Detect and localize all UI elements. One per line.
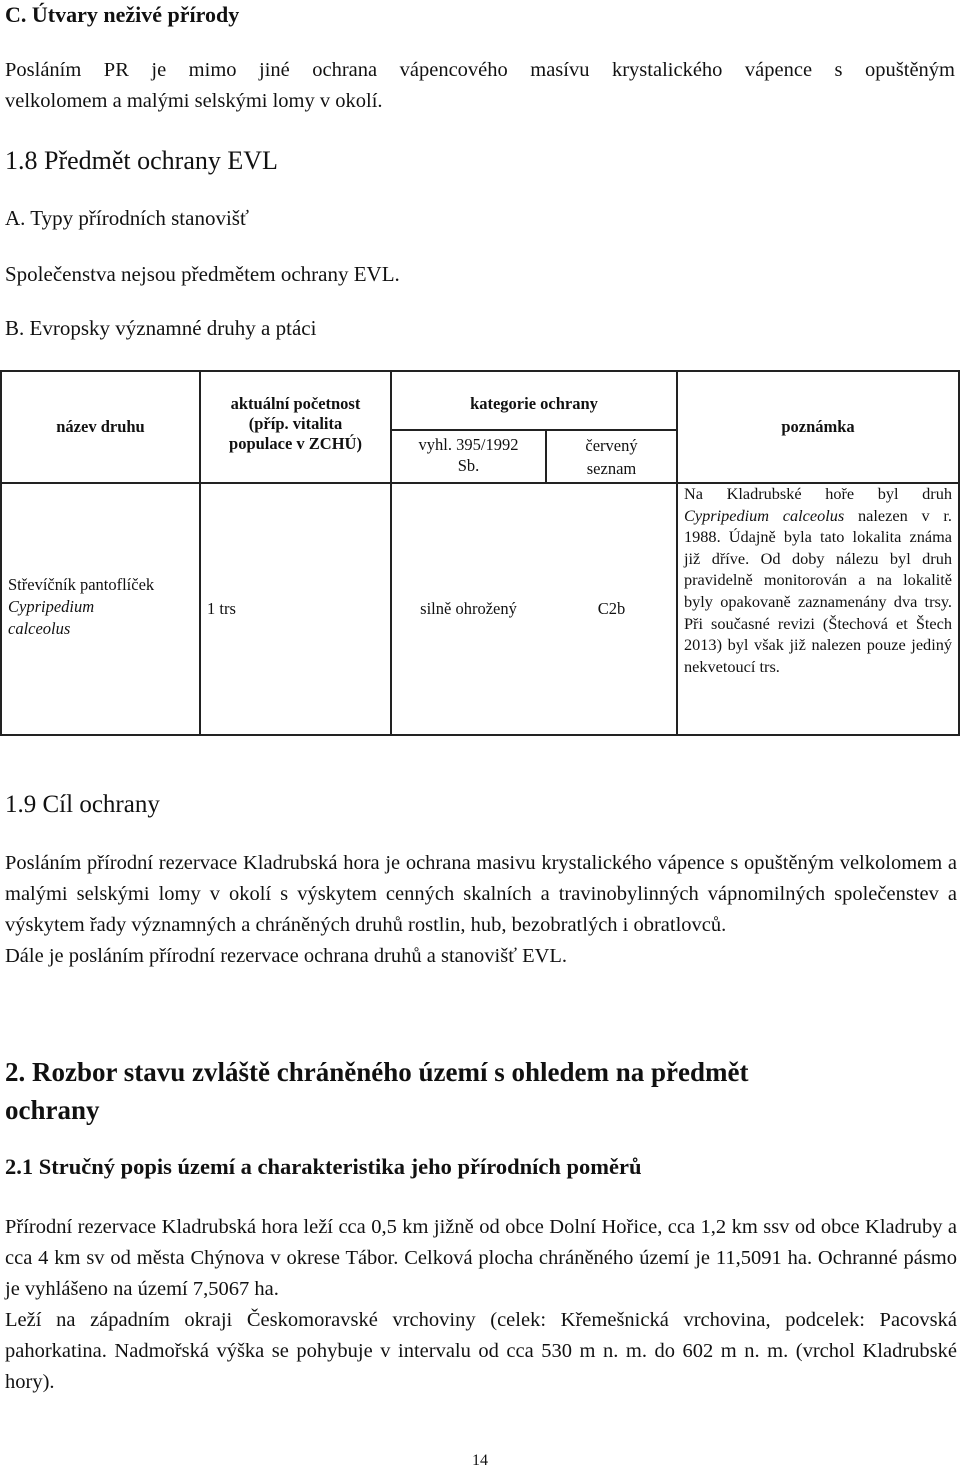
note-text-b: nalezen v r. 1988. Údajně byla tato lokalita známa již dříve. Od doby nálezu byl druh pravidelně monitorován a na lokalitě byly opakovaně zaznamenány dva trsy. Při současné revizi (Štechová et Štech 2013) byl však již nalezen pouze jediný nekvetoucí trs. [684, 505, 952, 676]
header-decree-line-2: Sb. [457, 456, 480, 475]
header-count-line-1: aktuální početnost [230, 394, 361, 413]
species-name-latin-1: Cypripedium [8, 597, 95, 616]
species-name [8, 574, 198, 640]
heading-2-line-2: ochrany [5, 1095, 100, 1125]
section-2-1-para-2: Leží na západním okraji Českomoravské vrchoviny (celek: Křemešnická vrchovina, podcelek: Pacovská pahorkatina. Nadmořská výška se pohybuje v intervalu od cca 530 m n. m. do 602 m n. m. (vrchol Kladrubské hory). [5, 1309, 957, 1393]
header-decree [392, 434, 545, 476]
header-decree-line-1: vyhl. 395/1992 [418, 435, 519, 454]
section-1-9-para-1: Posláním přírodní rezervace Kladrubská hora je ochrana masivu krystalického vápence s opuštěným velkolomem a malými selskými lomy v okolí s výskytem cenných skalních a travinobylinných vápnomilných společenstev a výskytem řady významných a chráněných druhů rostlin, hub, bezobratlých i obratlovců. [5, 852, 957, 936]
species-red-list: C2b [597, 599, 626, 618]
species-count: 1 trs [207, 599, 236, 618]
header-note: poznámka [781, 417, 855, 436]
header-red-list-line-1: červený [585, 436, 638, 455]
species-name-czech: Střevíčník pantoflíček [8, 575, 155, 594]
heading-2 [5, 1053, 955, 1129]
section-2-1-para-1: Přírodní rezervace Kladrubská hora leží cca 0,5 km jižně od obce Dolní Hořice, cca 1,2 km ssv od obce Kladruby a cca 4 km sv od města Chýnova v okrese Tábor. Celková plocha chráněného území je 11,5091 ha. Ochranné pásmo je vyhlášeno na území 7,5067 ha. [5, 1216, 957, 1300]
page-number: 14 [472, 1452, 488, 1469]
header-count-line-3: populace v ZCHÚ) [229, 434, 362, 453]
species-table [0, 370, 960, 736]
subheading-a: A. Typy přírodních stanovišť [5, 206, 249, 230]
header-category: kategorie ochrany [470, 394, 598, 413]
heading-2-1: 2.1 Stručný popis území a charakteristika jeho přírodních poměrů [5, 1154, 642, 1179]
subheading-b: B. Evropsky významné druhy a ptáci [5, 316, 317, 340]
heading-section-c: C. Útvary neživé přírody [5, 2, 240, 27]
note-text-a: Na Kladrubské hoře byl druh [684, 484, 952, 503]
heading-1-8: 1.8 Předmět ochrany EVL [5, 146, 278, 175]
species-decree-category: silně ohrožený [420, 599, 517, 618]
header-count-line-2: (příp. vitalita [248, 414, 343, 433]
section-c-line-1: Posláním PR je mimo jiné ochrana vápencového masívu krystalického vápence s opuštěným [5, 59, 955, 81]
section-c-text [5, 55, 955, 117]
subheading-a-text: Společenstva nejsou předmětem ochrany EVL. [5, 262, 400, 286]
note-latin: Cypripedium calceolus [684, 505, 845, 525]
section-1-9-text [5, 848, 957, 972]
header-name: název druhu [56, 417, 145, 436]
heading-2-line-1: 2. Rozbor stavu zvláště chráněného území s ohledem na předmět [5, 1057, 749, 1087]
species-name-latin-2: calceolus [8, 619, 71, 638]
header-count [201, 394, 390, 454]
section-1-9-para-2: Dále je posláním přírodní rezervace ochrana druhů a stanovišť EVL. [5, 945, 568, 967]
species-note [684, 483, 952, 677]
section-c-line-2: velkolomem a malými selskými lomy v okolí. [5, 90, 383, 112]
heading-1-9: 1.9 Cíl ochrany [5, 791, 160, 818]
header-red-list-line-2: seznam [586, 459, 637, 478]
header-red-list [547, 434, 676, 480]
section-2-1-text [5, 1212, 957, 1398]
